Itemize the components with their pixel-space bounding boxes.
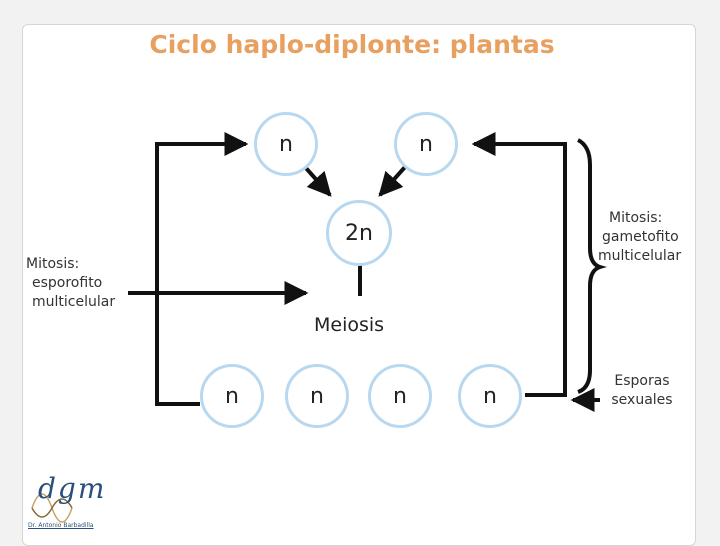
gametophyte-mitosis-title: Mitosis: (609, 210, 663, 226)
zygote-node: 2n (326, 200, 392, 266)
logo-text: dgm (38, 472, 107, 505)
gamete-left-node: n (254, 112, 318, 176)
gametophyte-mitosis-label (598, 209, 681, 266)
logo (28, 470, 118, 529)
sporophyte-mitosis-label (26, 255, 115, 312)
spore-node-1: n (200, 364, 264, 428)
page-title: Ciclo haplo-diplonte: plantas (149, 30, 555, 59)
spores-label (602, 372, 682, 410)
gametophyte-bracket (578, 140, 600, 392)
gametophyte-mitosis-line2: multicelular (598, 248, 682, 264)
gamete-right-node: n (394, 112, 458, 176)
sporophyte-mitosis-line2: multicelular (32, 294, 116, 310)
right-loop-arrow (474, 144, 565, 395)
sporophyte-mitosis-title: Mitosis: (26, 256, 80, 272)
fertilization-arrows (305, 167, 405, 195)
sporophyte-mitosis-line1: esporofito (32, 275, 103, 291)
gametophyte-mitosis-line1: gametofito (602, 229, 679, 245)
spore-node-3: n (368, 364, 432, 428)
spores-line1: Esporas (614, 373, 670, 389)
meiosis-label: Meiosis (314, 314, 385, 336)
spores-line2: sexuales (611, 392, 673, 408)
spore-node-2: n (285, 364, 349, 428)
logo-author: Dr. Antonio Barbadilla (28, 522, 94, 529)
spore-node-4: n (458, 364, 522, 428)
